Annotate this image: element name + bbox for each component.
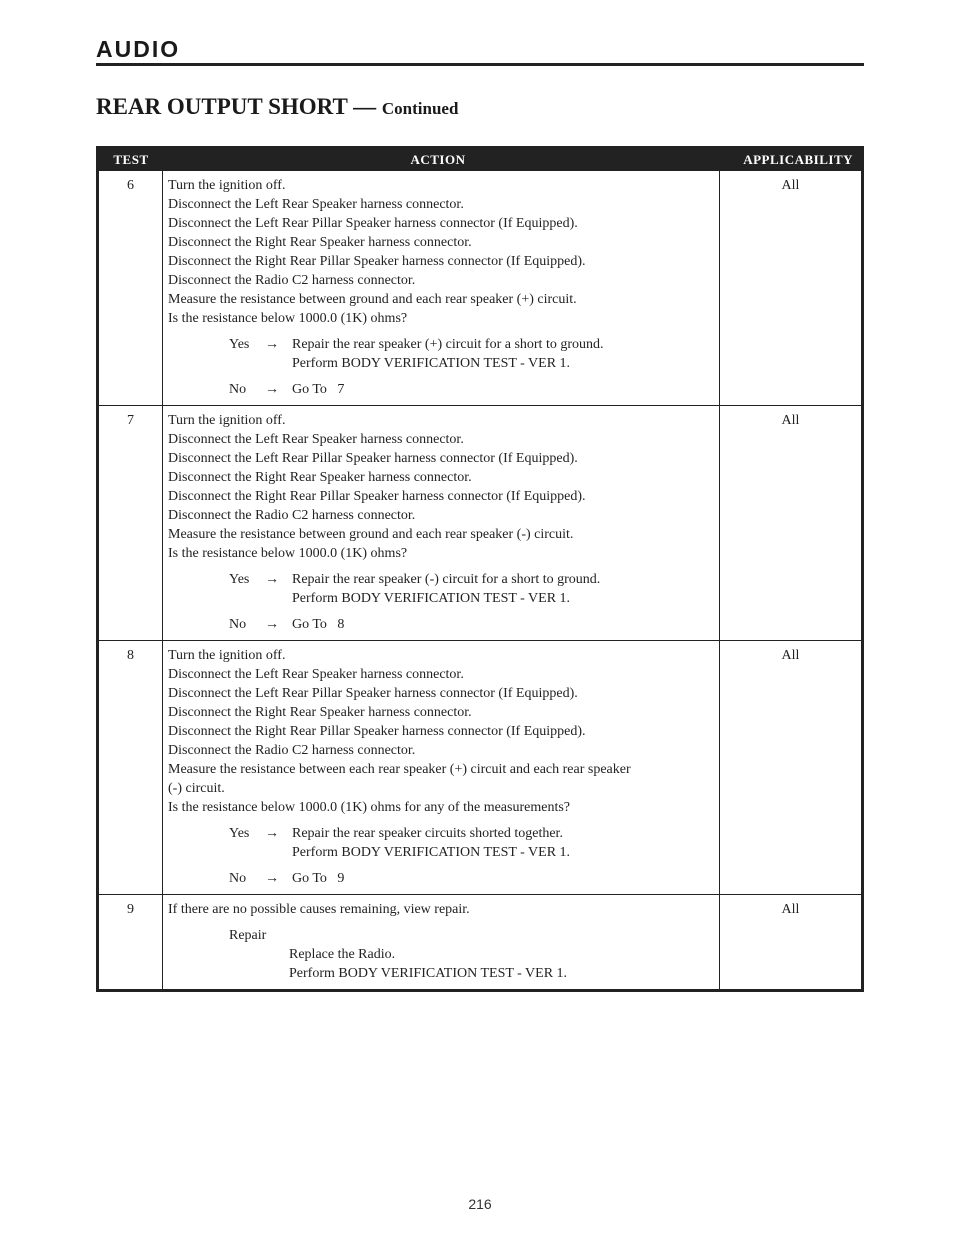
table-row — [99, 405, 861, 640]
action-step: Measure the resistance between ground and each rear speaker (+) circuit. — [168, 292, 577, 307]
arrow-icon: → — [265, 617, 279, 632]
header-action: ACTION — [410, 152, 466, 167]
test-number: 7 — [99, 406, 163, 640]
action-step: Disconnect the Left Rear Pillar Speaker harness connector (If Equipped). — [168, 216, 578, 231]
no-label: No — [229, 382, 247, 397]
page-number: 216 — [468, 1196, 492, 1212]
yes-result-line: Repair the rear speaker (+) circuit for a short to ground. — [292, 337, 604, 352]
action-step: Is the resistance below 1000.0 (1K) ohms? — [168, 546, 408, 561]
arrow-icon: → — [265, 337, 279, 352]
table-row — [99, 894, 861, 989]
action-step: Is the resistance below 1000.0 (1K) ohms? — [168, 311, 408, 326]
outcome-no — [229, 869, 713, 888]
outcome-yes — [229, 335, 713, 373]
outcome-no — [229, 615, 713, 634]
arrow-icon: → — [265, 871, 279, 886]
action-step: Measure the resistance between each rear speaker (+) circuit and each rear speaker — [168, 762, 631, 777]
action-step: Is the resistance below 1000.0 (1K) ohms for any of the measurements? — [168, 800, 570, 815]
yes-result — [292, 335, 713, 373]
no-label: No — [229, 617, 247, 632]
action-step: Turn the ignition off. — [168, 178, 286, 193]
yes-result-line: Perform BODY VERIFICATION TEST - VER 1. — [292, 591, 571, 606]
action-step: Disconnect the Right Rear Pillar Speaker harness connector (If Equipped). — [168, 254, 586, 269]
action-step: Disconnect the Left Rear Pillar Speaker harness connector (If Equipped). — [168, 451, 578, 466]
repair-line: Replace the Radio. — [289, 947, 396, 962]
action-step: Disconnect the Radio C2 harness connector. — [168, 743, 416, 758]
action-step: Disconnect the Right Rear Speaker harness connector. — [168, 235, 472, 250]
action-step: Turn the ignition off. — [168, 413, 286, 428]
outcome-no — [229, 380, 713, 399]
outcome-yes — [229, 824, 713, 862]
action-step: Measure the resistance between ground and each rear speaker (-) circuit. — [168, 527, 574, 542]
header-applicability: APPLICABILITY — [743, 152, 853, 167]
header-rule — [96, 63, 864, 66]
action-step: Disconnect the Right Rear Pillar Speaker harness connector (If Equipped). — [168, 489, 586, 504]
table-header — [99, 149, 861, 171]
action-step: Disconnect the Left Rear Pillar Speaker harness connector (If Equipped). — [168, 686, 578, 701]
table-row — [99, 640, 861, 894]
action-step: Turn the ignition off. — [168, 648, 286, 663]
action-step: Disconnect the Right Rear Speaker harness connector. — [168, 705, 472, 720]
page-title-main: REAR OUTPUT SHORT — — [96, 94, 377, 119]
yes-result — [292, 824, 713, 862]
repair-lines — [289, 945, 713, 983]
yes-label: Yes — [229, 572, 250, 587]
action-step: (-) circuit. — [168, 781, 225, 796]
yes-result-line: Repair the rear speaker (-) circuit for a short to ground. — [292, 572, 601, 587]
action-step: Disconnect the Right Rear Pillar Speaker harness connector (If Equipped). — [168, 724, 586, 739]
repair-block — [229, 926, 713, 983]
outcome-yes — [229, 570, 713, 608]
page-title — [96, 94, 458, 120]
test-table — [96, 146, 864, 992]
no-result: Go To 7 — [292, 382, 345, 397]
action-step: If there are no possible causes remaining, view repair. — [168, 902, 470, 917]
table-body — [99, 171, 861, 989]
arrow-icon: → — [265, 826, 279, 841]
action-step: Disconnect the Radio C2 harness connector. — [168, 508, 416, 523]
no-label: No — [229, 871, 247, 886]
yes-result-line: Repair the rear speaker circuits shorted together. — [292, 826, 563, 841]
yes-label: Yes — [229, 826, 250, 841]
applicability: All — [719, 171, 861, 405]
header-test: TEST — [113, 152, 149, 167]
table-row — [99, 171, 861, 405]
yes-result-line: Perform BODY VERIFICATION TEST - VER 1. — [292, 356, 571, 371]
test-number: 9 — [99, 895, 163, 989]
action-step: Disconnect the Left Rear Speaker harness connector. — [168, 197, 464, 212]
test-number: 6 — [99, 171, 163, 405]
page-title-continued: Continued — [381, 99, 459, 118]
repair-label: Repair — [229, 928, 267, 943]
action-cell — [163, 171, 719, 405]
action-cell — [163, 641, 719, 894]
no-result: Go To 9 — [292, 871, 345, 886]
section-header: AUDIO — [96, 36, 181, 62]
action-step: Disconnect the Right Rear Speaker harness connector. — [168, 470, 472, 485]
applicability: All — [719, 895, 861, 989]
action-step: Disconnect the Left Rear Speaker harness connector. — [168, 432, 464, 447]
test-number: 8 — [99, 641, 163, 894]
yes-label: Yes — [229, 337, 250, 352]
arrow-icon: → — [265, 572, 279, 587]
yes-result-line: Perform BODY VERIFICATION TEST - VER 1. — [292, 845, 571, 860]
action-step: Disconnect the Left Rear Speaker harness connector. — [168, 667, 464, 682]
applicability: All — [719, 406, 861, 640]
arrow-icon: → — [265, 382, 279, 397]
repair-line: Perform BODY VERIFICATION TEST - VER 1. — [289, 966, 568, 981]
action-step: Disconnect the Radio C2 harness connector. — [168, 273, 416, 288]
yes-result — [292, 570, 713, 608]
applicability: All — [719, 641, 861, 894]
action-cell — [163, 895, 719, 989]
action-cell — [163, 406, 719, 640]
no-result: Go To 8 — [292, 617, 345, 632]
